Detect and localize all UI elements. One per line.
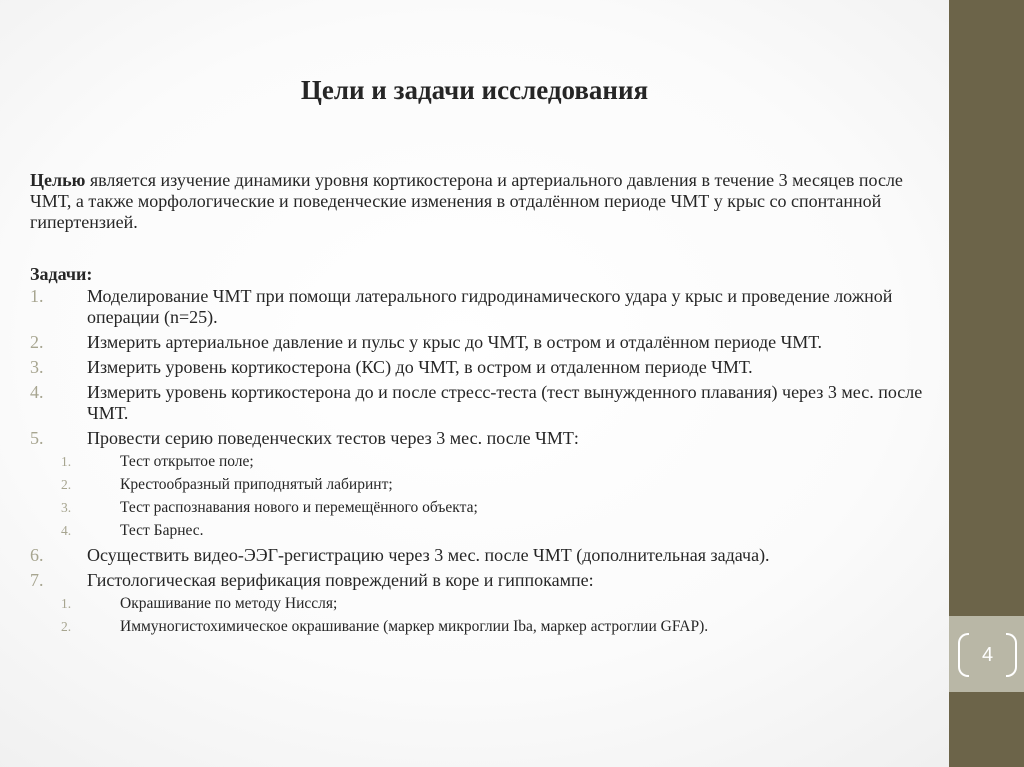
subtask-text: Окрашивание по методу Ниссля; [120,595,338,612]
task-item [30,286,935,328]
subtask-text: Тест Барнес. [120,522,204,539]
subtask-item [30,618,935,636]
subtask-item [30,595,935,613]
task-item [30,382,935,424]
right-bracket-icon [1006,633,1017,677]
subtask-number: 2. [61,619,72,634]
goal-lead: Целью [30,170,86,190]
task-text: Измерить артериальное давление и пульс у крыс до ЧМТ, в остром и отдалённом периоде ЧМТ. [87,332,823,352]
left-bracket-icon [958,633,969,677]
task-text: Гистологическая верификация повреждений в коре и гиппокампе: [87,570,594,590]
subtask-item [30,522,935,540]
page-number: 4 [981,644,994,666]
subtask-item [30,499,935,517]
slide-title: Цели и задачи исследования [300,75,649,105]
subtask-number: 3. [61,500,72,515]
subtask-item [30,453,935,471]
subtask-number: 4. [61,523,72,538]
task-number: 1. [30,286,44,306]
task-number: 2. [30,332,44,352]
subtask-number: 2. [61,477,72,492]
subtask-text: Иммуногистохимическое окрашивание (маркер микроглии Iba, маркер астроглии GFAP). [120,618,709,635]
task-text: Измерить уровень кортикостерона (КС) до ЧМТ, в остром и отдаленном периоде ЧМТ. [87,357,753,377]
task-number: 6. [30,545,44,565]
task-number: 5. [30,428,44,448]
subtask-text: Тест открытое поле; [120,453,254,470]
task-number: 7. [30,570,44,590]
subtask-number: 1. [61,454,72,469]
task-number: 4. [30,382,44,402]
tasks-title: Задачи: [30,264,93,284]
task-text: Моделирование ЧМТ при помощи латерального гидродинамического удара у крыс и проведение ложной операции (n=25). [87,286,893,327]
subtask-text: Тест распознавания нового и перемещённого объекта; [120,499,478,516]
task-text: Провести серию поведенческих тестов через 3 мес. после ЧМТ: [87,428,579,448]
goal-paragraph [30,170,935,233]
goal-text: является изучение динамики уровня кортикостерона и артериального давления в течение 3 месяцев после ЧМТ, а также морфологические и поведенческие изменения в отдалённом периоде ЧМТ у крыс со спонтанной гипертензией. [30,170,903,232]
task-item [30,428,935,449]
task-text: Осуществить видео-ЭЭГ-регистрацию через 3 мес. после ЧМТ (дополнительная задача). [87,545,770,565]
task-item [30,332,935,353]
subtask-number: 1. [61,596,72,611]
task-text: Измерить уровень кортикостерона до и после стресс-теста (тест вынужденного плавания) через 3 мес. после ЧМТ. [87,382,923,423]
task-item [30,545,935,566]
task-item [30,357,935,378]
task-list [30,286,935,641]
task-number: 3. [30,357,44,377]
subtask-item [30,476,935,494]
task-item [30,570,935,591]
subtask-text: Крестообразный приподнятый лабиринт; [120,476,393,493]
